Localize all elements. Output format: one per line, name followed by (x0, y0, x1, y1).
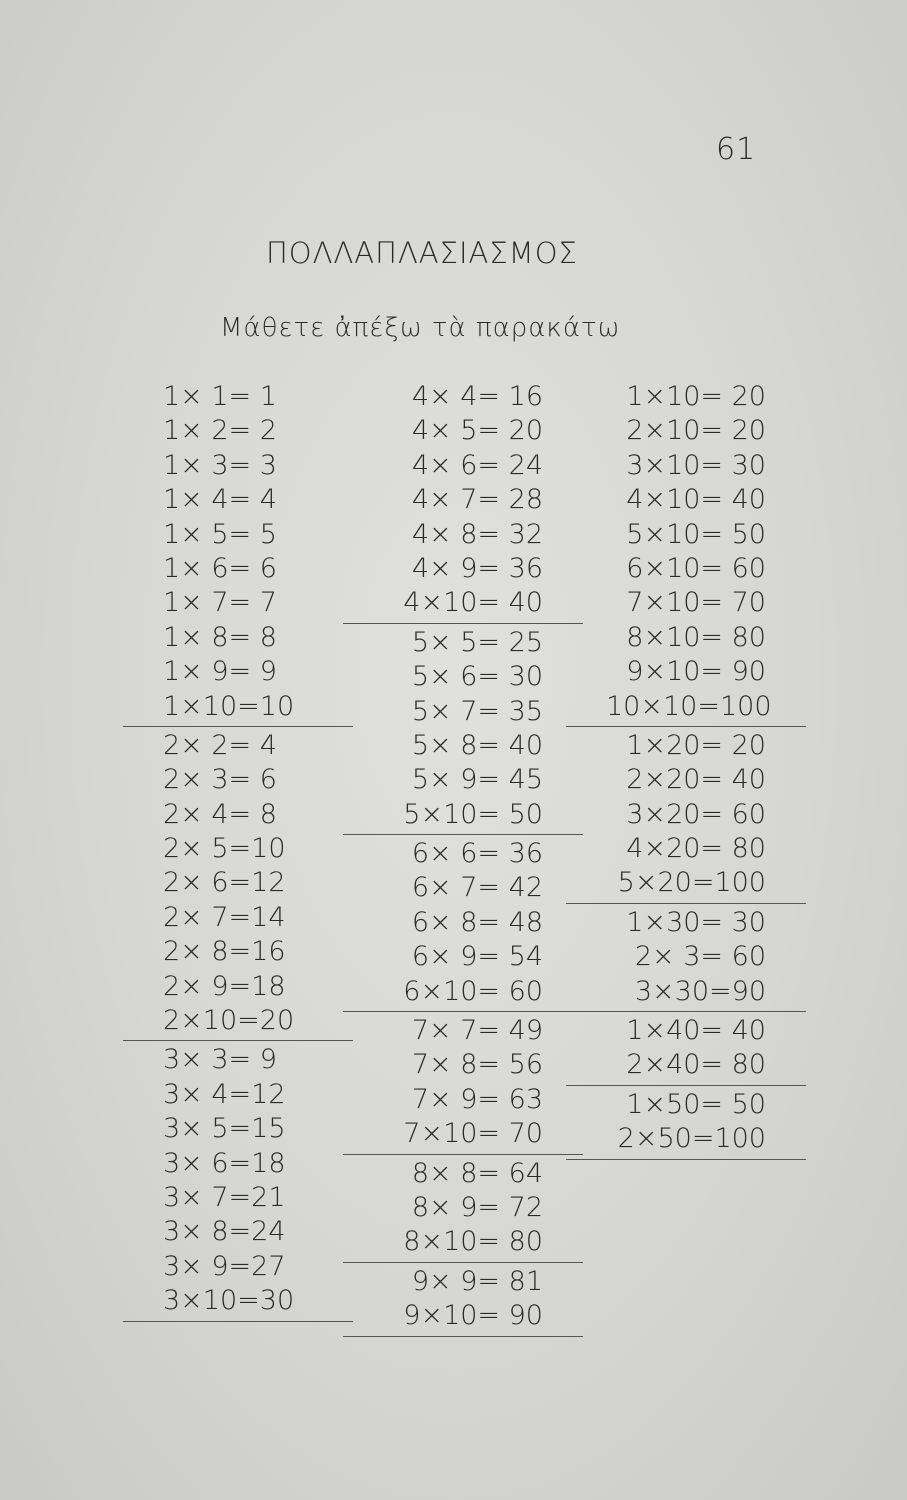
table-group (606, 1014, 776, 1086)
table-row: 2× 7=14 (163, 901, 286, 933)
table-group (606, 729, 776, 904)
table-row: 2× 8=16 (163, 936, 286, 968)
table-row: 5× 9= 45 (411, 764, 543, 796)
table-row: 6×10= 60 (626, 552, 766, 584)
table-row: 2× 6=12 (163, 867, 286, 899)
table-group (383, 380, 553, 624)
table-row: 3× 7=21 (163, 1181, 286, 1213)
table-group (163, 729, 323, 1042)
table-row: 7× 9= 63 (411, 1083, 543, 1115)
table-row: 1×10= 20 (626, 381, 766, 412)
table-row: 2× 9=18 (163, 970, 286, 1002)
table-row: 8× 8= 64 (411, 1157, 543, 1189)
table-row: 1× 9= 9 (163, 656, 277, 688)
table-column-3 (606, 380, 776, 1162)
table-row: 1×10=10 (163, 690, 295, 722)
table-row: 7× 8= 56 (411, 1049, 543, 1081)
table-row: 9×10= 90 (403, 1300, 543, 1332)
table-group (383, 1157, 553, 1263)
page-subtitle: Μάθετε ἀπέξω τὰ παρακάτω (220, 313, 621, 343)
table-row: 4×10= 40 (626, 484, 766, 516)
table-row: 7×10= 70 (403, 1118, 543, 1150)
table-row: 4× 5= 20 (411, 415, 543, 447)
table-row: 5× 8= 40 (411, 729, 543, 761)
table-row: 3× 3= 9 (163, 1044, 277, 1076)
table-row: 1× 2= 2 (163, 415, 277, 447)
table-row: 7× 7= 49 (411, 1015, 543, 1047)
group-divider (343, 623, 583, 624)
table-group (606, 380, 776, 727)
table-row: 10×10=100 (606, 690, 772, 722)
table-row: 2× 3= 60 (634, 941, 766, 973)
table-row: 6× 7= 42 (411, 872, 543, 904)
table-row: 2×10=20 (163, 1005, 295, 1037)
table-row: 9× 9= 81 (411, 1265, 543, 1297)
table-row: 5× 6= 30 (411, 661, 543, 693)
table-group (383, 1265, 553, 1337)
table-row: 5× 5= 25 (411, 626, 543, 658)
table-row: 4×20= 80 (626, 833, 766, 865)
table-row: 2× 3= 6 (163, 764, 277, 796)
table-row: 2×40= 80 (626, 1049, 766, 1081)
table-column-2 (383, 380, 553, 1339)
table-row: 9×10= 90 (626, 656, 766, 688)
table-row: 1× 6= 6 (163, 552, 277, 584)
table-group (606, 906, 776, 1012)
group-divider (566, 1011, 806, 1012)
group-divider (566, 903, 806, 904)
table-row: 6× 8= 48 (411, 906, 543, 938)
table-row: 2× 2= 4 (163, 729, 277, 761)
table-row: 4×10= 40 (403, 587, 543, 619)
group-divider (566, 726, 806, 727)
table-row: 3× 8=24 (163, 1216, 286, 1248)
table-row: 6×10= 60 (403, 975, 543, 1007)
table-group (383, 1014, 553, 1155)
table-row: 6× 9= 54 (411, 941, 543, 973)
table-row: 5×10= 50 (403, 798, 543, 830)
table-row: 1× 8= 8 (163, 621, 277, 653)
table-row: 8×10= 80 (626, 621, 766, 653)
table-row: 4× 8= 32 (411, 518, 543, 550)
table-row: 1×40= 40 (626, 1015, 766, 1047)
group-divider (343, 1336, 583, 1337)
table-row: 3× 9=27 (163, 1250, 286, 1282)
table-row: 2× 4= 8 (163, 798, 277, 830)
table-column-1 (163, 380, 323, 1324)
table-row: 4× 7= 28 (411, 484, 543, 516)
table-row: 2× 5=10 (163, 833, 286, 865)
table-row: 1× 1= 1 (163, 381, 277, 412)
group-divider (123, 726, 353, 727)
table-row: 5×10= 50 (626, 518, 766, 550)
group-divider (566, 1159, 806, 1160)
table-row: 1× 5= 5 (163, 518, 277, 550)
group-divider (343, 1154, 583, 1155)
table-group (163, 1043, 323, 1321)
table-row: 2×20= 40 (626, 764, 766, 796)
table-row: 3×10=30 (163, 1285, 295, 1317)
table-row: 3×30=90 (634, 975, 766, 1007)
table-row: 1× 3= 3 (163, 449, 277, 481)
table-row: 4× 9= 36 (411, 552, 543, 584)
group-divider (343, 1011, 583, 1012)
table-row: 1×30= 30 (626, 906, 766, 938)
table-row: 2×50=100 (617, 1123, 766, 1155)
table-row: 1×20= 20 (626, 729, 766, 761)
table-row: 1×50= 50 (626, 1088, 766, 1120)
group-divider (123, 1040, 353, 1041)
table-row: 3×10= 30 (626, 449, 766, 481)
table-row: 1× 7= 7 (163, 587, 277, 619)
table-row: 8× 9= 72 (411, 1191, 543, 1223)
table-row: 3×20= 60 (626, 798, 766, 830)
table-row: 5× 7= 35 (411, 695, 543, 727)
table-group (383, 837, 553, 1012)
table-row: 2×10= 20 (626, 415, 766, 447)
table-row: 4× 6= 24 (411, 449, 543, 481)
table-row: 3× 5=15 (163, 1113, 286, 1145)
table-row: 3× 6=18 (163, 1147, 286, 1179)
table-group (606, 1088, 776, 1160)
table-row: 1× 4= 4 (163, 484, 277, 516)
group-divider (123, 1321, 353, 1322)
group-divider (566, 1085, 806, 1086)
table-row: 4× 4= 16 (411, 381, 543, 412)
table-group (383, 626, 553, 835)
table-row: 5×20=100 (617, 867, 766, 899)
page-number: 61 (716, 132, 757, 167)
group-divider (343, 834, 583, 835)
table-row: 7×10= 70 (626, 587, 766, 619)
table-row: 3× 4=12 (163, 1078, 286, 1110)
table-row: 8×10= 80 (403, 1226, 543, 1258)
table-row: 6× 6= 36 (411, 838, 543, 870)
group-divider (343, 1262, 583, 1263)
page-title: ΠΟΛΛΑΠΛΑΣΙΑΣΜΟΣ (266, 236, 578, 270)
table-group (163, 380, 323, 727)
